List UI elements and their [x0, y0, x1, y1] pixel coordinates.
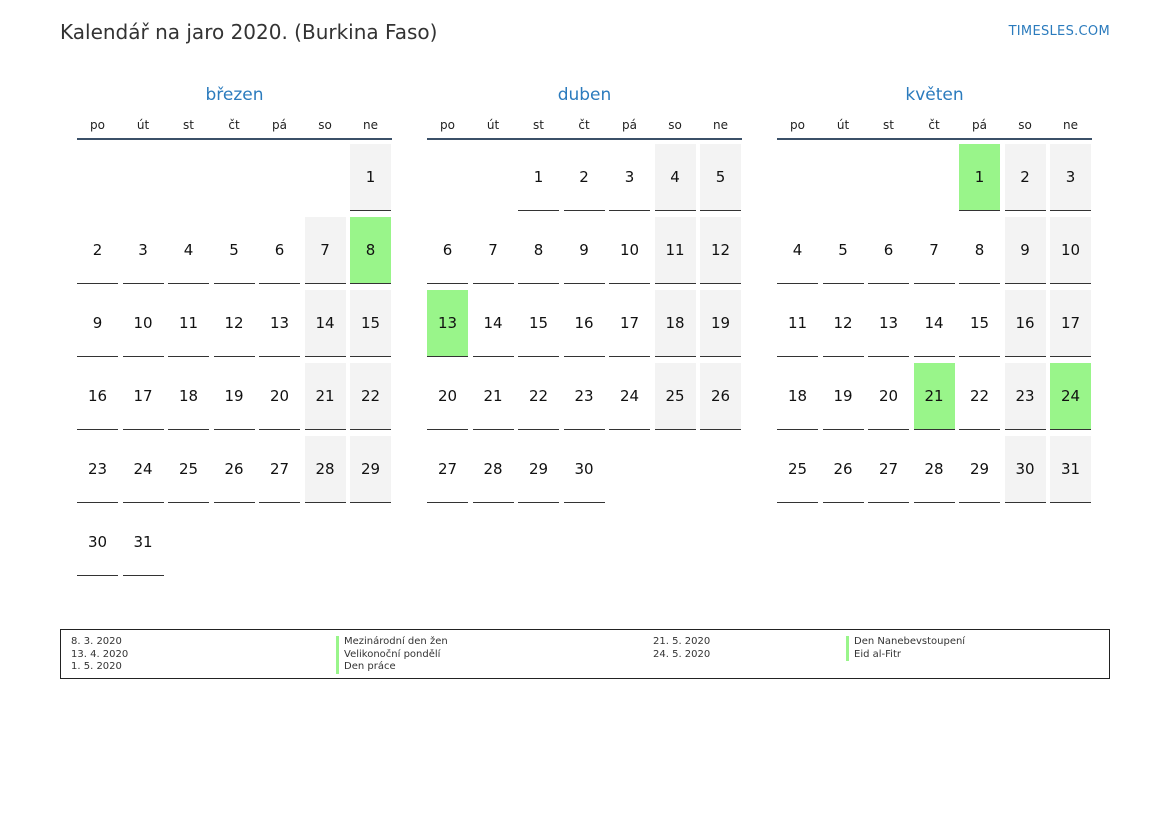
day-cell: 5	[823, 217, 864, 284]
day-cell: 3	[1050, 144, 1091, 211]
weekday-label: so	[668, 118, 682, 132]
day-cell: 18	[655, 290, 696, 357]
empty-cell	[823, 144, 864, 211]
day-cell: 12	[214, 290, 255, 357]
weekday-label: pá	[272, 118, 287, 132]
day-cell: 9	[77, 290, 118, 357]
day-cell: 7	[914, 217, 955, 284]
empty-cell	[77, 144, 118, 211]
day-cell: 13	[868, 290, 909, 357]
empty-cell	[168, 144, 209, 211]
day-cell: 15	[959, 290, 1000, 357]
day-cell: 2	[564, 144, 605, 211]
day-cell: 2	[1005, 144, 1046, 211]
holiday-day-cell: 1	[959, 144, 1000, 211]
day-cell: 21	[305, 363, 346, 430]
day-cell: 23	[1005, 363, 1046, 430]
day-cell: 16	[564, 290, 605, 357]
legend-date: 24. 5. 2020	[653, 648, 711, 660]
day-cell: 29	[959, 436, 1000, 503]
holiday-legend	[60, 629, 1110, 679]
day-cell: 5	[214, 217, 255, 284]
day-cell: 31	[123, 509, 164, 576]
day-cell: 27	[868, 436, 909, 503]
weekday-label: st	[533, 118, 544, 132]
legend-names-right	[846, 636, 965, 661]
legend-date: 21. 5. 2020	[653, 636, 711, 647]
day-cell: 28	[305, 436, 346, 503]
day-cell: 20	[868, 363, 909, 430]
day-cell: 14	[473, 290, 514, 357]
day-cell: 18	[168, 363, 209, 430]
weekday-label: so	[1018, 118, 1032, 132]
holiday-day-cell: 21	[914, 363, 955, 430]
day-cell: 17	[609, 290, 650, 357]
day-cell: 23	[564, 363, 605, 430]
day-cell: 28	[473, 436, 514, 503]
day-cell: 16	[77, 363, 118, 430]
legend-date: 8. 3. 2020	[71, 636, 122, 647]
day-cell: 12	[823, 290, 864, 357]
day-cell: 7	[305, 217, 346, 284]
day-cell: 6	[427, 217, 468, 284]
weekday-label: pá	[622, 118, 637, 132]
day-cell: 2	[77, 217, 118, 284]
empty-cell	[473, 144, 514, 211]
holiday-day-cell: 13	[427, 290, 468, 357]
day-cell: 25	[777, 436, 818, 503]
day-cell: 31	[1050, 436, 1091, 503]
holiday-day-cell: 8	[350, 217, 391, 284]
month-name: březen	[205, 85, 264, 105]
day-cell: 12	[700, 217, 741, 284]
weekday-label: pá	[972, 118, 987, 132]
weekday-header	[427, 116, 742, 140]
day-cell: 19	[823, 363, 864, 430]
day-cell: 30	[77, 509, 118, 576]
day-cell: 9	[1005, 217, 1046, 284]
day-cell: 10	[123, 290, 164, 357]
day-cell: 30	[564, 436, 605, 503]
day-cell: 4	[168, 217, 209, 284]
weekday-label: ne	[1063, 118, 1078, 132]
legend-holiday-name: Den Nanebevstoupení	[846, 636, 965, 649]
page-title: Kalendář na jaro 2020. (Burkina Faso)	[60, 20, 438, 44]
day-cell: 14	[914, 290, 955, 357]
month-may	[777, 84, 1092, 503]
day-cell: 11	[655, 217, 696, 284]
day-cell: 1	[518, 144, 559, 211]
day-cell: 4	[777, 217, 818, 284]
day-cell: 19	[214, 363, 255, 430]
day-cell: 20	[259, 363, 300, 430]
day-cell: 10	[609, 217, 650, 284]
month-name: květen	[905, 85, 964, 105]
weekday-header	[777, 116, 1092, 140]
day-grid	[427, 144, 742, 503]
weekday-label: čt	[228, 118, 240, 132]
weekday-label: po	[440, 118, 455, 132]
day-cell: 6	[868, 217, 909, 284]
day-cell: 22	[959, 363, 1000, 430]
empty-cell	[914, 144, 955, 211]
day-cell: 27	[259, 436, 300, 503]
day-cell: 17	[123, 363, 164, 430]
weekday-label: čt	[578, 118, 590, 132]
weekday-label: st	[183, 118, 194, 132]
day-cell: 11	[777, 290, 818, 357]
month-march	[77, 84, 392, 576]
day-cell: 24	[123, 436, 164, 503]
day-cell: 13	[259, 290, 300, 357]
day-cell: 27	[427, 436, 468, 503]
legend-holiday-name: Velikonoční pondělí	[336, 649, 448, 662]
day-cell: 6	[259, 217, 300, 284]
legend-holiday-name: Mezinárodní den žen	[336, 636, 448, 649]
empty-cell	[214, 144, 255, 211]
legend-date: 13. 4. 2020	[71, 648, 129, 660]
day-cell: 29	[350, 436, 391, 503]
weekday-label: ne	[363, 118, 378, 132]
weekday-label: čt	[928, 118, 940, 132]
day-cell: 9	[564, 217, 605, 284]
weekday-label: po	[790, 118, 805, 132]
day-cell: 1	[350, 144, 391, 211]
day-cell: 10	[1050, 217, 1091, 284]
day-cell: 20	[427, 363, 468, 430]
day-cell: 30	[1005, 436, 1046, 503]
month-name: duben	[557, 85, 612, 105]
weekday-label: út	[836, 118, 850, 132]
empty-cell	[123, 144, 164, 211]
weekday-header	[77, 116, 392, 140]
day-cell: 3	[123, 217, 164, 284]
day-cell: 22	[350, 363, 391, 430]
weekday-label: so	[318, 118, 332, 132]
weekday-label: ne	[713, 118, 728, 132]
day-cell: 26	[214, 436, 255, 503]
site-link[interactable]: TIMESLES.COM	[1008, 24, 1110, 39]
day-grid	[777, 144, 1092, 503]
day-cell: 15	[350, 290, 391, 357]
month-april	[427, 84, 742, 503]
legend-holiday-name: Den práce	[336, 661, 448, 674]
day-cell: 24	[609, 363, 650, 430]
day-cell: 26	[823, 436, 864, 503]
weekday-label: út	[136, 118, 150, 132]
day-cell: 14	[305, 290, 346, 357]
day-cell: 29	[518, 436, 559, 503]
day-cell: 19	[700, 290, 741, 357]
empty-cell	[305, 144, 346, 211]
empty-cell	[868, 144, 909, 211]
day-cell: 8	[959, 217, 1000, 284]
empty-cell	[777, 144, 818, 211]
day-cell: 17	[1050, 290, 1091, 357]
day-cell: 23	[77, 436, 118, 503]
day-cell: 7	[473, 217, 514, 284]
day-cell: 15	[518, 290, 559, 357]
legend-holiday-name: Eid al-Fitr	[846, 649, 965, 662]
legend-dates-right	[653, 636, 710, 661]
weekday-label: po	[90, 118, 105, 132]
day-cell: 28	[914, 436, 955, 503]
day-cell: 4	[655, 144, 696, 211]
day-cell: 21	[473, 363, 514, 430]
legend-dates-left	[71, 636, 128, 674]
day-cell: 3	[609, 144, 650, 211]
day-cell: 25	[168, 436, 209, 503]
day-cell: 11	[168, 290, 209, 357]
day-cell: 26	[700, 363, 741, 430]
day-cell: 25	[655, 363, 696, 430]
legend-date: 1. 5. 2020	[71, 661, 122, 672]
weekday-label: st	[883, 118, 894, 132]
day-cell: 5	[700, 144, 741, 211]
day-grid	[77, 144, 392, 576]
weekday-label: út	[486, 118, 500, 132]
legend-names-left	[336, 636, 448, 674]
empty-cell	[427, 144, 468, 211]
day-cell: 22	[518, 363, 559, 430]
empty-cell	[259, 144, 300, 211]
day-cell: 16	[1005, 290, 1046, 357]
day-cell: 8	[518, 217, 559, 284]
holiday-day-cell: 24	[1050, 363, 1091, 430]
day-cell: 18	[777, 363, 818, 430]
